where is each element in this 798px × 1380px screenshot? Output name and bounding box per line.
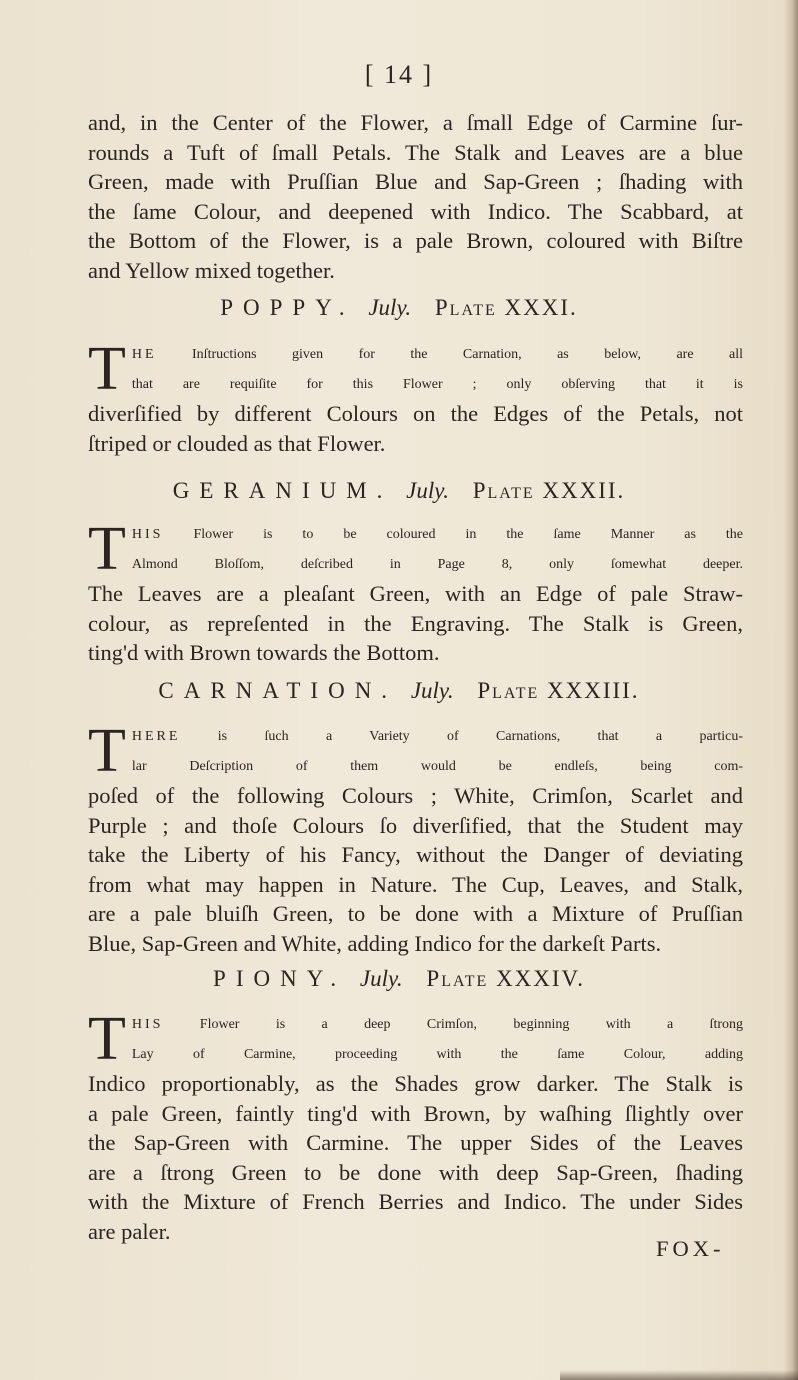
- section-heading-piony: [0, 966, 798, 992]
- text-line: Indico proportionably, as the Shades grow darker. The Stalk is: [88, 1071, 743, 1096]
- text-line: the ſame Colour, and deepened with Indico. The Scabbard, at: [88, 198, 743, 224]
- text-line: rounds a Tuft of ſmall Petals. The Stalk and Leaves are a blue: [88, 139, 743, 165]
- text-line: take the Liberty of his Fancy, without the Danger of deviating: [88, 842, 743, 867]
- section-paragraph-poppy: [88, 335, 744, 458]
- text-line-content: Inſtructions given for the Carnation, as below, are all: [192, 347, 744, 362]
- text-line: ting'd with Brown towards the Bottom.: [88, 640, 440, 665]
- text-line: from what may happen in Nature. The Cup, Leaves, and Stalk,: [88, 871, 743, 897]
- intro-paragraph: [88, 108, 743, 285]
- text-line: the Sap-Green with Carmine. The upper Sides of the Leaves: [88, 1130, 743, 1155]
- page-number: [ 14 ]: [364, 60, 434, 89]
- drop-cap: T: [88, 717, 126, 785]
- heading-name: PIONY.: [213, 966, 347, 991]
- heading-month: July.: [359, 966, 403, 991]
- text-line: lar Deſcription of them would be endleſs, being com-: [131, 758, 743, 774]
- heading-month: July.: [406, 478, 449, 503]
- text-line: [88, 722, 743, 752]
- first-word: HIS: [131, 1017, 164, 1032]
- section-paragraph-piony: [88, 1005, 743, 1246]
- drop-cap: T: [88, 515, 126, 583]
- text-line: the Bottom of the Flower, is a pale Brown, coloured with Biſtre: [88, 228, 743, 253]
- text-line-content: Flower is to be coloured in the ſame Manner as the: [193, 527, 743, 542]
- text-line: colour, as repreſented in the Engraving. The Stalk is Green,: [88, 610, 743, 636]
- section-heading-carnation: [0, 678, 798, 704]
- text-line: Lay of Carmine, proceeding with the ſame Colour, adding: [131, 1046, 743, 1062]
- text-line-content: is ſuch a Variety of Carnations, that a particu-: [217, 729, 744, 744]
- section-paragraph-geranium: [88, 515, 743, 668]
- text-line-content: Flower is a deep Crimſon, beginning with a ſtrong: [199, 1017, 743, 1032]
- heading-plate: Plate XXXIII.: [477, 678, 640, 703]
- text-line: ſtriped or clouded as that Flower.: [88, 430, 386, 456]
- section-heading-geranium: [0, 478, 798, 504]
- first-word: HIS: [131, 527, 164, 542]
- section-paragraph-carnation: [88, 717, 744, 958]
- text-line: Purple ; and thoſe Colours ſo diverſified, that the Student may: [88, 812, 743, 838]
- text-line: [88, 1010, 743, 1040]
- text-line: and, in the Center of the Flower, a ſmall Edge of Carmine ſur-: [88, 110, 743, 135]
- text-line: diverſified by different Colours on the Edges of the Petals, not: [88, 401, 743, 426]
- heading-name: POPPY.: [220, 295, 355, 320]
- text-line: are a ſtrong Green to be done with deep Sap-Green, ſhading: [88, 1159, 743, 1185]
- page-bottom-shadow: [560, 1370, 798, 1380]
- catchword: FOX-: [656, 1236, 725, 1261]
- heading-plate: Plate XXXI.: [434, 295, 578, 320]
- heading-month: July.: [368, 295, 412, 320]
- text-line: Green, made with Pruſſian Blue and Sap-Green ; ſhading with: [88, 169, 743, 194]
- text-line: poſed of the following Colours ; White, Crimſon, Scarlet and: [88, 783, 743, 808]
- text-line: [88, 520, 743, 550]
- text-line: Blue, Sap-Green and White, adding Indico for the darkeſt Parts.: [88, 930, 662, 956]
- first-word: HERE: [131, 729, 181, 744]
- text-line: with the Mixture of French Berries and Indico. The under Sides: [88, 1189, 743, 1214]
- drop-cap: T: [88, 335, 126, 403]
- text-line: a pale Green, faintly ting'd with Brown, by waſhing ſlightly over: [88, 1100, 743, 1126]
- first-word: HE: [131, 347, 157, 362]
- text-line: Almond Bloſſom, deſcribed in Page 8, only ſomewhat deeper.: [131, 556, 743, 572]
- heading-plate: Plate XXXIV.: [426, 966, 585, 991]
- text-line: that are requiſite for this Flower ; only obſerving that it is: [131, 376, 743, 392]
- text-line: are a pale bluiſh Green, to be done with a Mixture of Pruſſian: [88, 901, 743, 926]
- heading-plate: Plate XXXII.: [472, 478, 626, 503]
- text-line: and Yellow mixed together.: [88, 257, 335, 283]
- text-line: are paler.: [88, 1218, 171, 1244]
- text-line: The Leaves are a pleaſant Green, with an Edge of pale Straw-: [88, 581, 743, 606]
- heading-month: July.: [410, 678, 454, 703]
- heading-name: GERANIUM.: [172, 478, 393, 503]
- drop-cap: T: [88, 1005, 126, 1073]
- heading-name: CARNATION.: [158, 678, 398, 703]
- section-heading-poppy: [0, 295, 798, 321]
- text-line: [88, 340, 743, 370]
